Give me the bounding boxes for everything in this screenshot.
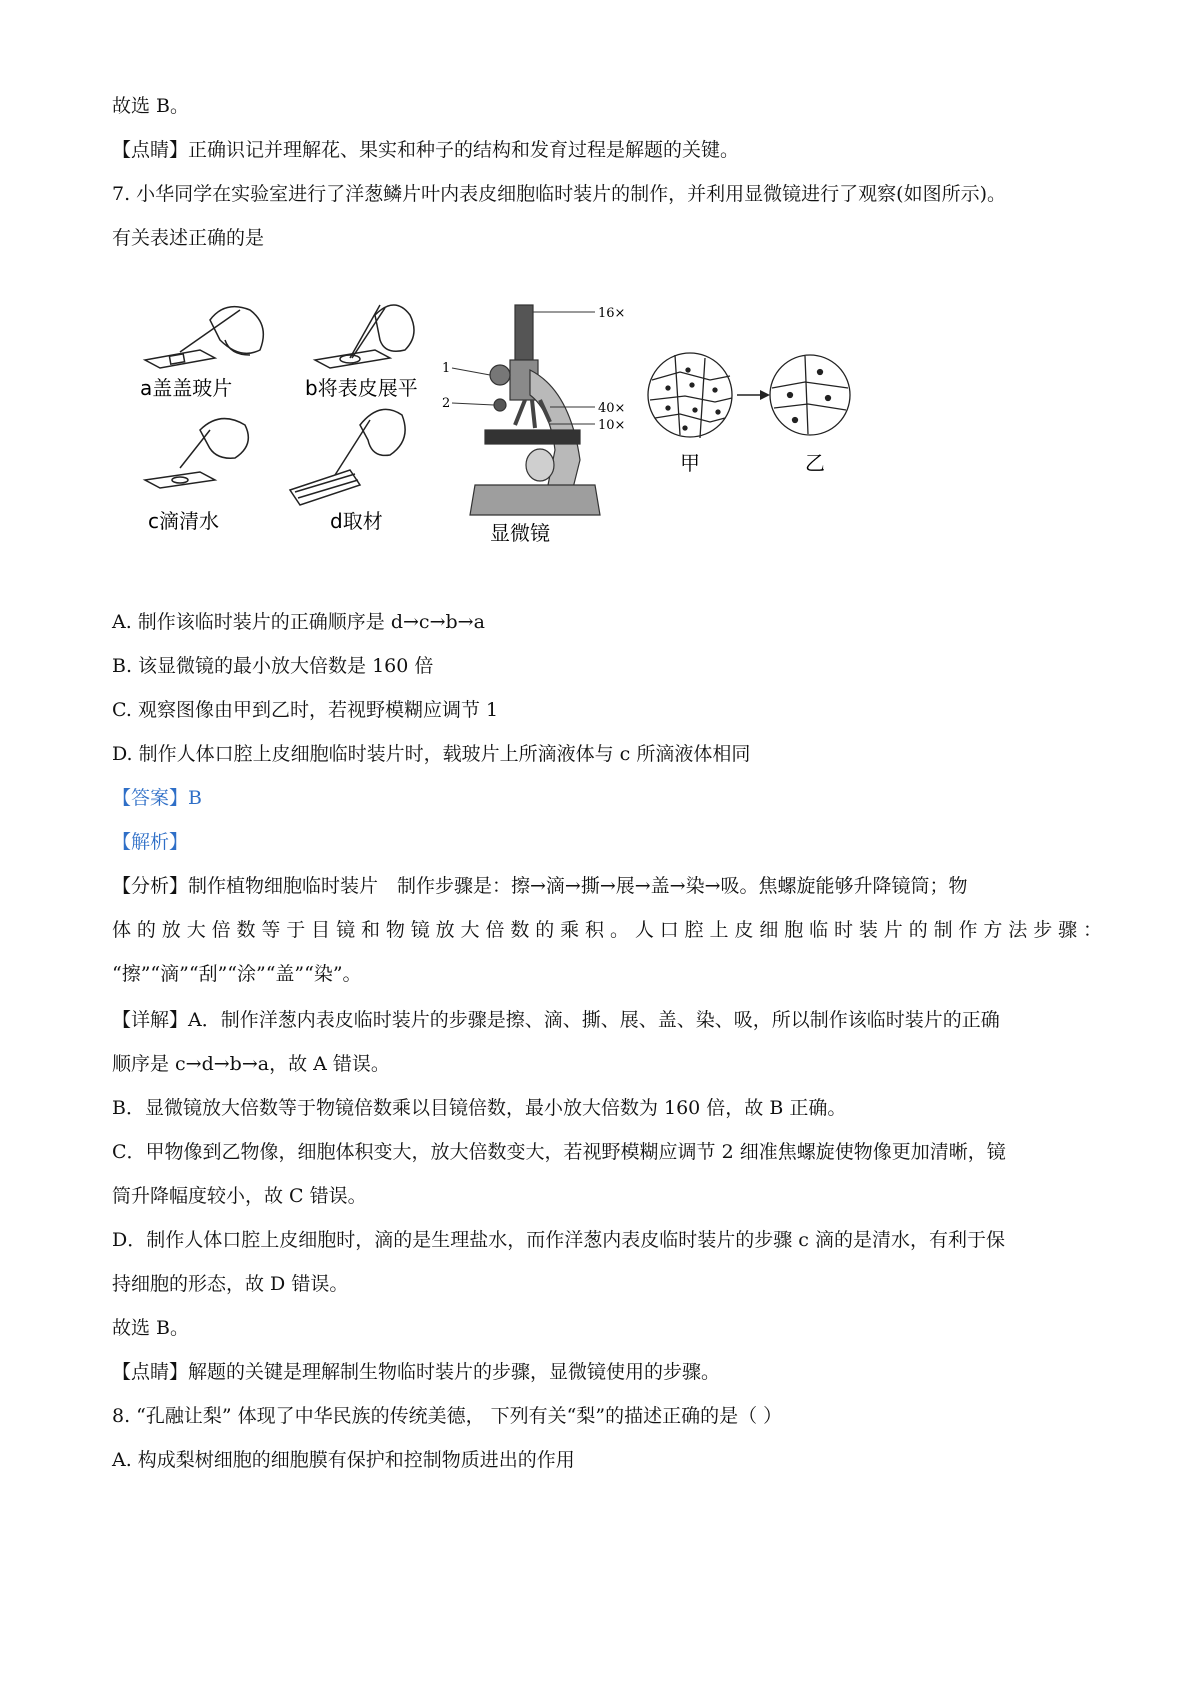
option-d: D. 制作人体口腔上皮细胞临时装片时，载玻片上所滴液体与 c 所滴液体相同: [112, 743, 751, 765]
step-d-drawing: [290, 409, 405, 505]
yi-label: 乙: [805, 451, 825, 475]
xiangjie-d-line-1: D．制作人体口腔上皮细胞时，滴的是生理盐水，而作洋葱内表皮临时装片的步骤 c 滴的是清水，有利于保: [112, 1229, 1005, 1251]
line-comment-prev: 【点睛】正确识记并理解花、果实和种子的结构和发育过程是解题的关键。: [112, 139, 740, 161]
fenxi-line-2: 体的放大倍数等于目镜和物镜放大倍数的乘积。人口腔上皮细胞临时装片的制作方法步骤：: [112, 919, 1102, 941]
conclusion-line: 故选 B。: [112, 1317, 190, 1339]
question-7-figure: [140, 300, 920, 590]
label-2-pointer: [452, 403, 494, 405]
figure-svg: [140, 300, 920, 590]
question-8-option-a: A. 构成梨树细胞的细胞膜有保护和控制物质进出的作用: [112, 1449, 575, 1471]
eyepiece-mag-label: 16×: [598, 306, 626, 321]
coarse-knob-label: 1: [442, 361, 451, 376]
comment-line: 【点睛】解题的关键是理解制生物临时装片的步骤，显微镜使用的步骤。: [112, 1361, 721, 1383]
step-a-label: a盖盖玻片: [140, 376, 233, 400]
cells-yi-drawing: [770, 355, 850, 435]
step-b-label: b将表皮展平: [305, 376, 418, 400]
answer-line: 【答案】B: [112, 787, 202, 809]
fenxi-line-1: 【分析】制作植物细胞临时装片 制作步骤是：擦→滴→撕→展→盖→染→吸。焦螺旋能够升降镜筒；物: [112, 875, 968, 897]
step-c-drawing: [145, 419, 248, 488]
xiangjie-c-line-2: 筒升降幅度较小，故 C 错误。: [112, 1185, 367, 1207]
xiangjie-line-1: 【详解】A．制作洋葱内表皮临时装片的步骤是擦、滴、撕、展、盖、染、吸，所以制作该临时装片的正确: [112, 1009, 1000, 1031]
arrow-head: [760, 390, 770, 400]
fenxi-line-3: “擦”“滴”“刮”“涂”“盖”“染”。: [112, 963, 362, 985]
xiangjie-b: B．显微镜放大倍数等于物镜倍数乘以目镜倍数，最小放大倍数为 160 倍，故 B 正确。: [112, 1097, 847, 1119]
objective-high-mag-label: 40×: [598, 401, 626, 416]
xiangjie-d-line-2: 持细胞的形态，故 D 错误。: [112, 1273, 349, 1295]
microscope-drawing: [470, 305, 600, 515]
step-c-label: c滴清水: [148, 509, 219, 533]
option-c: C. 观察图像由甲到乙时，若视野模糊应调节 1: [112, 699, 499, 721]
step-a-drawing: [145, 307, 263, 368]
question-7-line-2: 有关表述正确的是: [112, 227, 265, 249]
option-b: B. 该显微镜的最小放大倍数是 160 倍: [112, 655, 434, 677]
objective-low-mag-label: 10×: [598, 418, 626, 433]
cells-jia-drawing: [648, 353, 732, 438]
question-7-line-1: 7. 小华同学在实验室进行了洋葱鳞片叶内表皮细胞临时装片的制作，并利用显微镜进行了观察(如图所示)。: [112, 183, 1006, 205]
step-d-label: d取材: [330, 509, 383, 533]
xiangjie-c-line-1: C．甲物像到乙物像，细胞体积变大，放大倍数变大，若视野模糊应调节 2 细准焦螺旋使物像更加清晰，镜: [112, 1141, 1006, 1163]
xiangjie-line-2: 顺序是 c→d→b→a，故 A 错误。: [112, 1053, 390, 1075]
jia-label: 甲: [680, 451, 700, 475]
label-1-pointer: [452, 368, 490, 375]
fine-knob-label: 2: [442, 396, 451, 411]
analysis-tag: 【解析】: [112, 831, 189, 853]
microscope-label: 显微镜: [490, 521, 550, 545]
step-b-drawing: [315, 305, 414, 368]
question-8: 8. “孔融让梨” 体现了中华民族的传统美德， 下列有关“梨”的描述正确的是（ ）: [112, 1405, 783, 1427]
line-conclusion-prev: 故选 B。: [112, 95, 190, 117]
option-a: A. 制作该临时装片的正确顺序是 d→c→b→a: [112, 611, 485, 633]
